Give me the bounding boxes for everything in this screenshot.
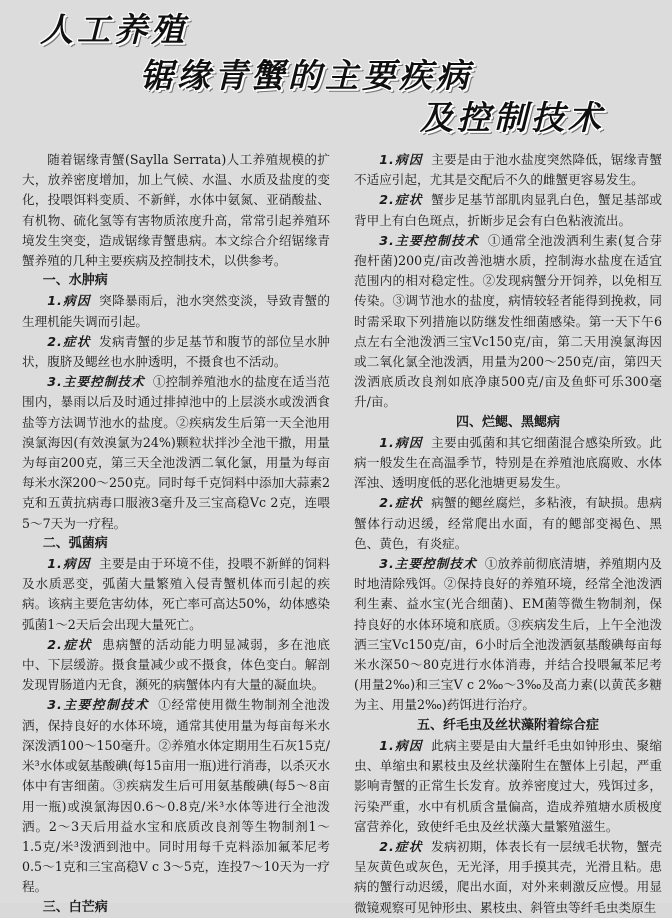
white-muscle-control-text: ①通常全池泼洒利生素(复合芽孢杆菌)200克/亩改善池塘水质，控制海水盐度在适宜范围内的相对稳定性。②发现病蟹分开饲养，以免相互传染。③调节池水的盐度，病情较轻者能得到挽救，同时需采取下列措施以防继发性细菌感染。第一天下午6点左右全池泼洒三宝Vc150克/亩，第二天用溴氯海因或二氧化氯全池泼洒，用量为200～250克/亩，第四天泼洒底质改良剂如底净康500克/亩及鱼虾可乐300毫升/亩。 xyxy=(354,232,662,410)
cause-label: 1.病因 xyxy=(379,737,423,753)
gill-rot-cause xyxy=(354,433,662,494)
ciliate-symptom-text: 发病初期，体表长有一层绒毛状物，蟹壳呈灰黄色或灰色，无光泽，用手摸其壳，光滑且粘。患病的蟹行动迟缓，爬出水面，对外来刺激反应慢。用显微镜观察可见钟形虫、累枝虫、斜管虫等纤毛虫类原生 xyxy=(354,838,662,915)
cause-label: 1.病因 xyxy=(47,556,91,572)
white-muscle-symptom-text: 蟹步足基节部肌肉显乳白色，蟹足基部或背甲上有白色斑点，折断步足会有白色粘液流出。 xyxy=(354,192,662,228)
section-heading-white-muscle: 三、白芒病 xyxy=(42,899,108,915)
section-heading-edema: 一、水肿病 xyxy=(42,273,108,289)
title-line-3: 及控制技术 xyxy=(420,98,605,137)
edema-control xyxy=(22,372,330,534)
white-muscle-cause-text: 主要是由于池水盐度突然降低，锯缘青蟹不适应引起，尤其是交配后不久的雌蟹更容易发生。 xyxy=(354,152,662,188)
edema-symptom-text: 发病青蟹的步足基节和腹节的部位呈水肿状，腹脐及鳃丝也水肿透明，不摄食也不活动。 xyxy=(22,333,330,370)
section-heading-vibrio: 二、弧菌病 xyxy=(42,535,108,551)
control-label: 3.主要控制技术 xyxy=(379,556,477,572)
intro-paragraph: 随着锯缘青蟹(Saylla Serrata)人工养殖规模的扩大，放养密度增加，加上气候、水温、水质及盐度的变化，投喂饵料变质、不新鲜，水体中氨氮、亚硝酸盐、有机物、硫化氢等有害物质浓度升高，常常引起养殖环境发生突变，造成锯缘青蟹患病。本文综合介绍锯缘青蟹养殖的几种主要疾病及控制技术，以供参考。 xyxy=(22,152,330,269)
gill-rot-symptom-text: 病蟹的鳃丝腐烂，多粘液，有缺损。患病蟹体行动迟缓，经常爬出水面，有的鳃部变褐色、黑色、黄色，有炎症。 xyxy=(354,495,662,551)
edema-cause xyxy=(22,291,330,331)
vibrio-symptom-text: 患病蟹的活动能力明显减弱，多在池底中、下层缓游。摄食量减少或不摄食，体色变白。解剖发现胃肠道内无食，濒死的病蟹体内有大量的凝血块。 xyxy=(22,636,330,693)
right-column xyxy=(354,150,662,918)
ciliate-symptom xyxy=(354,837,662,918)
symptom-label: 2.症状 xyxy=(379,192,423,208)
vibrio-control xyxy=(22,695,330,897)
cause-label: 1.病因 xyxy=(379,152,423,167)
symptom-label: 2.症状 xyxy=(379,495,423,511)
title-line-1: 人工养殖 xyxy=(40,10,188,49)
control-label: 3.主要控制技术 xyxy=(379,232,480,248)
gill-rot-control xyxy=(354,554,662,716)
title-line-2: 锯缘青蟹的主要疾病 xyxy=(140,56,473,95)
gill-rot-control-text: ①放养前彻底清塘，养殖期内及时地清除残饵。②保持良好的养殖环境，经常全池泼洒利生素、益水宝(光合细菌)、EM菌等微生物制剂，保持良好的水体环境和底质。③疾病发生后，上午全池泼洒三宝Vc150克/亩，6小时后全池泼洒氨基酸碘每亩每米水深50～80克进行水体消毒，并结合投喂氟苯尼考(用量2‰)和三宝V c 2‰～3‰及高力素(以黄芪多糖为主、用量2‰)药饵进行治疗。 xyxy=(354,556,662,713)
control-label: 3.主要控制技术 xyxy=(47,697,149,713)
ciliate-cause xyxy=(354,736,662,837)
edema-cause-text: 突降暴雨后，池水突然变淡，导致青蟹的生理机能失调而引起。 xyxy=(22,293,330,329)
symptom-label: 2.症状 xyxy=(47,636,93,652)
gill-rot-cause-text: 主要由弧菌和其它细菌混合感染所致。此病一般发生在高温季节，特别是在养殖池底腐败、水体浑浊、透明度低的恶化池塘更易发生。 xyxy=(354,434,662,491)
vibrio-symptom xyxy=(22,635,330,696)
white-muscle-symptom xyxy=(354,190,662,230)
edema-control-text: ①控制养殖池水的盐度在适当范围内，暴雨以后及时通过排掉池中的上层淡水或泼洒食盐等方法调节池水的盐度。②疾病发生后第一天全池用溴氯海因(有效溴氯为24%)颗粒状拌沙全池干撒，用量为每亩200克，第三天全池泼洒二氧化氯，用量为每亩每米水深200～250克。同时每千克饲料中添加大蒜素2克和五黄抗病毒口服液3毫升及三宝高稳Vc 2克，连喂5～7天为一疗程。 xyxy=(22,374,330,531)
symptom-label: 2.症状 xyxy=(379,838,423,854)
vibrio-cause xyxy=(22,554,330,635)
section-heading-gill-rot: 四、烂鳃、黑鳃病 xyxy=(455,414,560,430)
vibrio-cause-text: 主要是由于环境不佳，投喂不新鲜的饲料及水质恶变，弧菌大量繁殖入侵青蟹机体而引起的疾病。该病主要危害幼体，死亡率可高达50%，幼体感染弧菌1～2天后会出现大量死亡。 xyxy=(22,556,330,632)
cause-label: 1.病因 xyxy=(379,434,423,450)
edema-symptom xyxy=(22,332,330,372)
ciliate-cause-text: 此病主要是由大量纤毛虫如钟形虫、聚缩虫、单缩虫和累枝虫及丝状藻附生在蟹体上引起，严重影响青蟹的正常生长发育。放养密度过大，残饵过多，污染严重，水中有机质含量偏高，造成养殖塘水质极度富营养化，致使纤毛虫及丝状藻大量繁殖滋生。 xyxy=(354,737,662,834)
vibrio-control-text: ①经常使用微生物制剂全池泼洒，保持良好的水体环境，通常其使用量为每亩每米水深泼洒100～150毫升。②养殖水体定期用生石灰15克/米³水体或氨基酸碘(每15亩用一瓶)进行消毒，以杀灭水体中有害细菌。③疾病发生后可用氨基酸碘(每5～8亩用一瓶)或溴氯海因0.6～0.8克/米³水体等进行全池泼洒。2～3天后用益水宝和底质改良剂等生物制剂1～1.5克/米³泼洒到池中。同时用每千克料添加氟苯尼考0.5～1克和三宝高稳V c 3～5克，连投7～10天为一疗程。 xyxy=(22,697,330,895)
left-column xyxy=(22,150,330,918)
section-heading-ciliate: 五、纤毛虫及丝状藻附着综合症 xyxy=(416,717,599,733)
cause-label: 1.病因 xyxy=(47,293,91,309)
gill-rot-symptom xyxy=(354,493,662,554)
white-muscle-control xyxy=(354,231,662,413)
white-muscle-cause xyxy=(354,150,662,190)
symptom-label: 2.症状 xyxy=(47,333,91,349)
control-label: 3.主要控制技术 xyxy=(47,374,145,390)
